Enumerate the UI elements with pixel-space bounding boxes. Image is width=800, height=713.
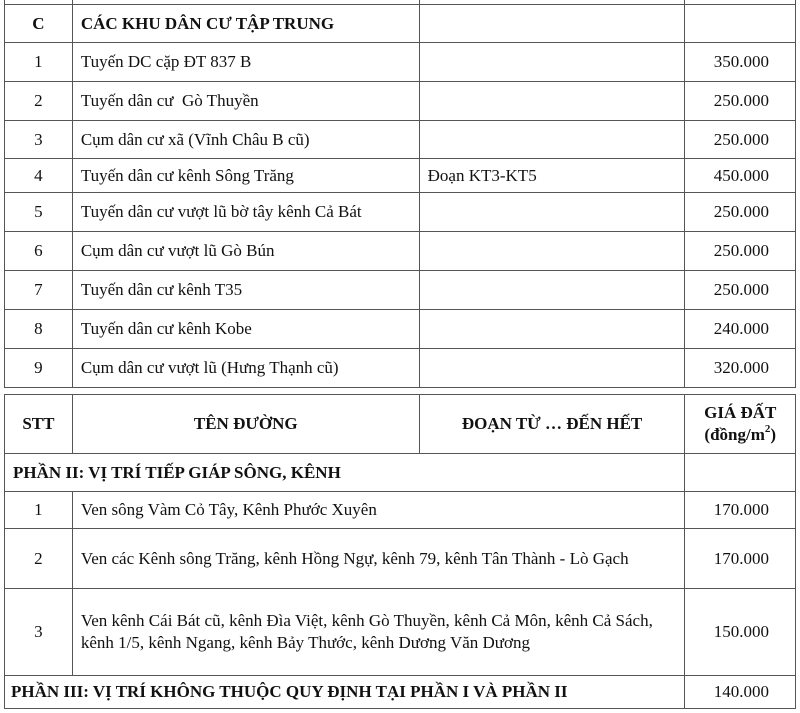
- cell-segment: [419, 5, 685, 43]
- cell-stt: 1: [5, 492, 73, 529]
- cell-stt: 7: [5, 271, 73, 310]
- cell-price: 320.000: [685, 349, 796, 388]
- cell-price: 140.000: [685, 676, 796, 709]
- header-stt: STT: [5, 395, 73, 454]
- cell-price: [685, 5, 796, 43]
- cell-name: Cụm dân cư xã (Vĩnh Châu B cũ): [72, 121, 419, 159]
- table-row: [5, 492, 796, 529]
- cell-segment: [419, 349, 685, 388]
- land-price-table-river-canal: [4, 394, 796, 709]
- table-row: [5, 310, 796, 349]
- header-land-price-line1: GIÁ ĐẤT: [704, 403, 777, 422]
- unit-superscript: 2: [764, 423, 771, 435]
- cell-name: Ven các Kênh sông Trăng, kênh Hồng Ngự, kênh 79, kênh Tân Thành - Lò Gạch: [72, 529, 685, 589]
- unit-close: ): [770, 425, 777, 444]
- cell-stt: 8: [5, 310, 73, 349]
- cell-stt: 4: [5, 159, 73, 193]
- cell-stt: 1: [5, 43, 73, 82]
- cell-stt: 3: [5, 589, 73, 676]
- part3-row: [5, 676, 796, 709]
- cell-stt: 9: [5, 349, 73, 388]
- cell-price: [685, 454, 796, 492]
- cell-name: Ven kênh Cái Bát cũ, kênh Đìa Việt, kênh Gò Thuyền, kênh Cả Môn, kênh Cả Sách, kênh 1/5, kênh Ngang, kênh Bảy Thước, kênh Dương Văn Dương: [72, 589, 685, 676]
- table-row: [5, 271, 796, 310]
- cell-price: 250.000: [685, 271, 796, 310]
- header-road-name: TÊN ĐƯỜNG: [72, 395, 419, 454]
- cell-price: 240.000: [685, 310, 796, 349]
- cell-name: Cụm dân cư vượt lũ (Hưng Thạnh cũ): [72, 349, 419, 388]
- table-row: [5, 43, 796, 82]
- table-row: [5, 529, 796, 589]
- cell-price: 350.000: [685, 43, 796, 82]
- cell-segment: [419, 232, 685, 271]
- table-row: [5, 159, 796, 193]
- table-row: [5, 232, 796, 271]
- section-code: C: [5, 5, 73, 43]
- cell-price: 450.000: [685, 159, 796, 193]
- cell-stt: 2: [5, 82, 73, 121]
- cell-name: Ven sông Vàm Cỏ Tây, Kênh Phước Xuyên: [72, 492, 685, 529]
- cell-name: Tuyến dân cư kênh Sông Trăng: [72, 159, 419, 193]
- cell-price: 250.000: [685, 82, 796, 121]
- cell-stt: 2: [5, 529, 73, 589]
- cell-price: 250.000: [685, 121, 796, 159]
- section-row-c: [5, 5, 796, 43]
- part2-title: PHẦN II: VỊ TRÍ TIẾP GIÁP SÔNG, KÊNH: [5, 454, 685, 492]
- cell-name: Tuyến dân cư kênh Kobe: [72, 310, 419, 349]
- cell-segment: [419, 310, 685, 349]
- cell-segment: [419, 271, 685, 310]
- table-row: [5, 121, 796, 159]
- cell-price: 150.000: [685, 589, 796, 676]
- cell-segment: Đoạn KT3-KT5: [419, 159, 685, 193]
- table-row: [5, 589, 796, 676]
- table-header-row: [5, 395, 796, 454]
- cell-name: Cụm dân cư vượt lũ Gò Bún: [72, 232, 419, 271]
- cell-price: 170.000: [685, 492, 796, 529]
- cell-segment: [419, 121, 685, 159]
- part3-title: PHẦN III: VỊ TRÍ KHÔNG THUỘC QUY ĐỊNH TẠI PHẦN I VÀ PHẦN II: [5, 676, 685, 709]
- cell-price: 250.000: [685, 193, 796, 232]
- cell-stt: 5: [5, 193, 73, 232]
- cell-stt: 6: [5, 232, 73, 271]
- cell-price: 170.000: [685, 529, 796, 589]
- cell-name: Tuyến DC cặp ĐT 837 B: [72, 43, 419, 82]
- cell-price: 250.000: [685, 232, 796, 271]
- cell-name: Tuyến dân cư vượt lũ bờ tây kênh Cả Bát: [72, 193, 419, 232]
- unit-text: (đồng/m: [704, 425, 765, 444]
- part2-row: [5, 454, 796, 492]
- header-land-price-unit: [689, 424, 791, 446]
- header-land-price: [685, 395, 796, 454]
- cell-segment: [419, 193, 685, 232]
- cell-segment: [419, 82, 685, 121]
- table-row: [5, 193, 796, 232]
- cell-name: Tuyến dân cư kênh T35: [72, 271, 419, 310]
- table-row: [5, 349, 796, 388]
- land-price-table-residential-areas: [4, 0, 796, 388]
- section-title: CÁC KHU DÂN CƯ TẬP TRUNG: [72, 5, 419, 43]
- cell-stt: 3: [5, 121, 73, 159]
- cell-name: Tuyến dân cư Gò Thuyền: [72, 82, 419, 121]
- header-segment: ĐOẠN TỪ … ĐẾN HẾT: [419, 395, 685, 454]
- cell-segment: [419, 43, 685, 82]
- table-row: [5, 82, 796, 121]
